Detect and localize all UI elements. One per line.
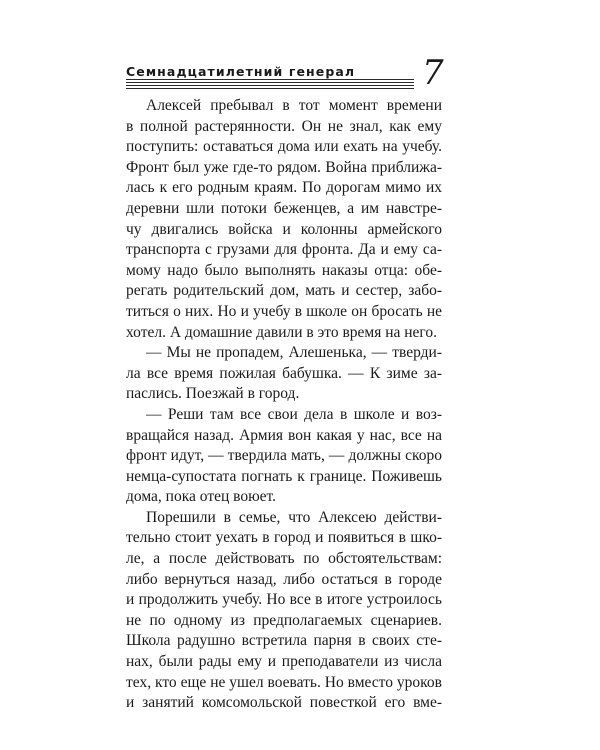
text-line: либо вернуться назад, либо остаться в городе [126,570,442,588]
text-line: тельно стоит уехать в город и появиться в шко- [126,529,442,547]
text-line: Порешили в семье, что Алексею действи- [146,508,442,526]
text-line: регать родительский дом, мать и сестер, забо- [126,282,442,300]
text-line: вращайся назад. Армия вон какая у нас, все на [126,426,442,444]
text-line: ла все время пожилая бабушка. — К зиме за- [126,364,442,382]
text-line: лась к его родным краям. По дорогам мимо их [126,179,442,197]
text-line: чу двигались войска и колонны армейского [126,220,442,238]
text-line: дома, пока отец воюет. [126,488,277,506]
text-line: титься о них. Но и учебу в школе он бросать не [126,302,442,320]
running-title: Семнадцатилетний генерал [126,64,356,79]
text-line: фронт идут, — твердила мать, — должны скоро [126,447,442,465]
text-line: транспорта с грузами для фронта. Да и ему са- [126,241,442,259]
text-line: мому надо было выполнять наказы отца: обе- [126,261,442,279]
text-line: немца-супостата погнать к границе. Поживешь [126,467,442,485]
text-line: в полной растерянности. Он не знал, как ему [126,117,442,135]
text-line: — Мы не пропадем, Алешенька, — тверди- [146,344,442,362]
text-line: поступить: оставаться дома или ехать на учебу. [126,138,442,156]
header-rule [126,79,414,91]
text-line: Алексей пребывал в тот момент времени [146,97,442,114]
body-text [126,96,442,714]
text-line: не по одному из предполагаемых сценариев. [126,611,442,629]
page-number: 7 [422,53,444,93]
text-line: хотел. А домашние давили в это время на него. [126,323,438,341]
text-line: и продолжить учебу. Но все в итоге устроилось [126,591,442,609]
text-line: Школа радушно встретила парня в своих сте- [126,632,442,650]
text-line: тех, кто еще не ушел воевать. Но вместо уроков [126,673,442,691]
text-line: деревни шли потоки беженцев, а им навстре- [126,199,442,217]
text-line: и занятий комсомольской повесткой его вме- [126,694,442,712]
text-line: ле, а после действовать по обстоятельствам: [126,550,442,568]
text-line: нах, были рады ему и преподаватели из числа [126,653,442,671]
page-header [126,53,466,98]
text-line: — Реши там все свои дела в школе и воз- [146,405,442,423]
text-line: паслись. Поезжай в город. [126,385,300,403]
text-line: Фронт был уже где-то рядом. Война приближа- [126,158,442,176]
